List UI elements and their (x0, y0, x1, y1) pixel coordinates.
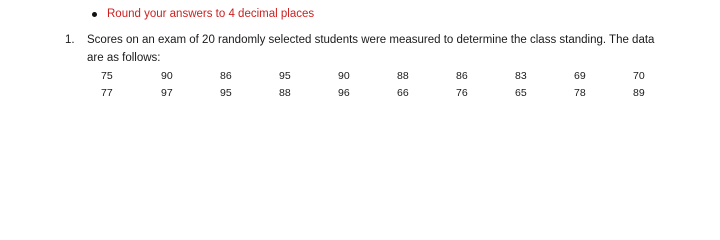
bullet-icon (92, 12, 97, 17)
table-cell: 75 (101, 69, 113, 82)
table-cell: 89 (633, 86, 645, 99)
table-row (101, 67, 663, 84)
table-cell: 69 (574, 69, 586, 82)
table-cell: 90 (338, 69, 350, 82)
table-cell: 66 (397, 86, 409, 99)
question-number: 1. (65, 34, 75, 46)
question-text-line-2: are as follows: (87, 52, 161, 64)
table-row (101, 84, 663, 101)
table-cell: 78 (574, 86, 586, 99)
table-cell: 86 (220, 69, 232, 82)
instruction-item (92, 7, 314, 21)
table-cell: 95 (220, 86, 232, 99)
table-cell: 65 (515, 86, 527, 99)
table-cell: 70 (633, 69, 645, 82)
table-cell: 86 (456, 69, 468, 82)
table-cell: 76 (456, 86, 468, 99)
table-cell: 77 (101, 86, 113, 99)
table-cell: 90 (161, 69, 173, 82)
question-text-line-1: Scores on an exam of 20 randomly selected students were measured to determine the class standing. The data (87, 34, 655, 46)
scores-table (101, 67, 663, 101)
table-cell: 83 (515, 69, 527, 82)
table-cell: 97 (161, 86, 173, 99)
table-cell: 95 (279, 69, 291, 82)
table-cell: 88 (279, 86, 291, 99)
table-cell: 88 (397, 69, 409, 82)
table-cell: 96 (338, 86, 350, 99)
rounding-instruction: Round your answers to 4 decimal places (107, 7, 315, 20)
